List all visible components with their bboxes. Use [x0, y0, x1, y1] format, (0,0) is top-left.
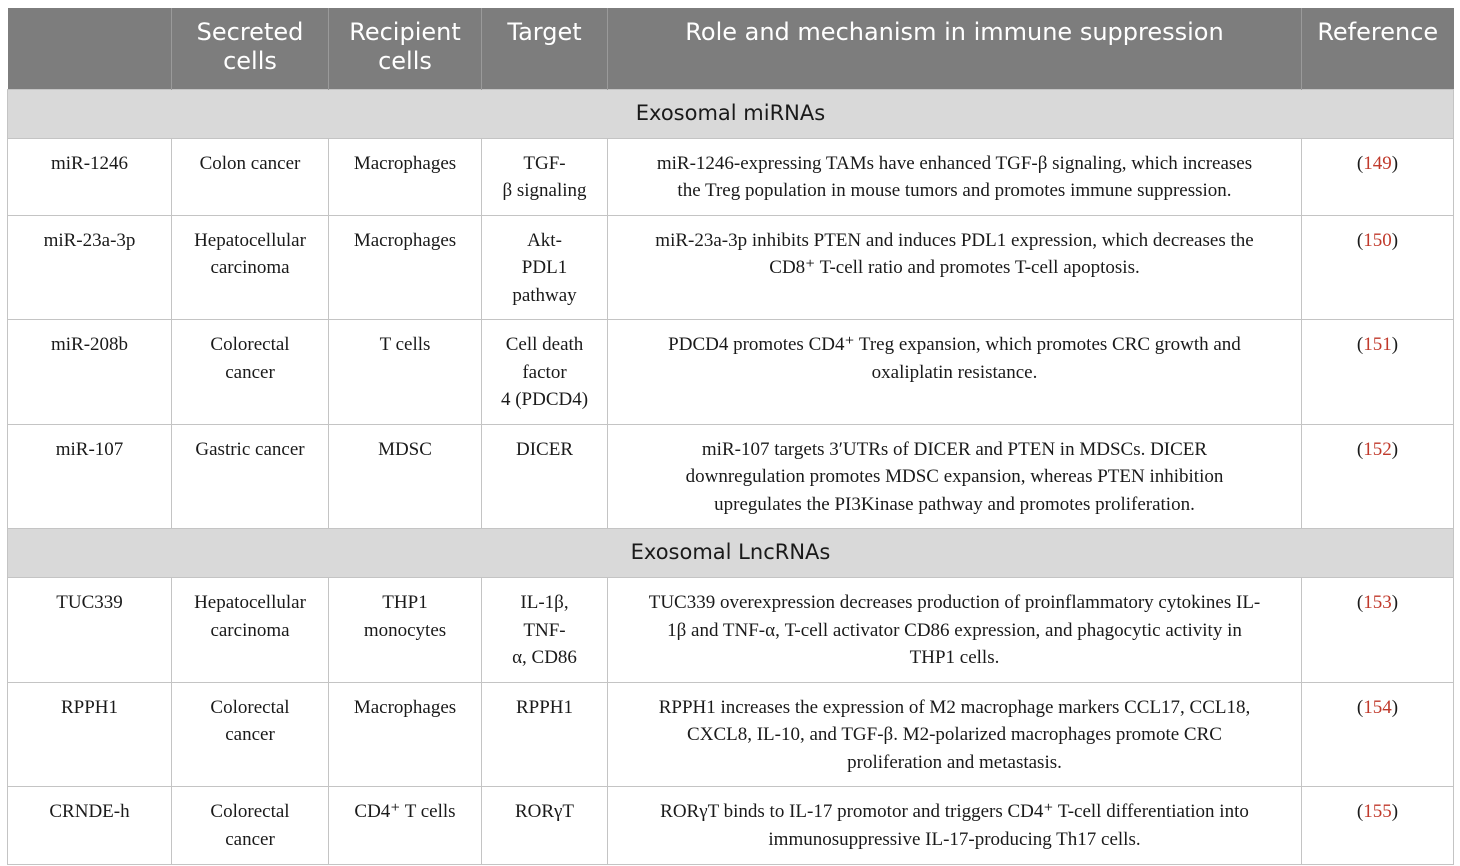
secreted-cells: Colon cancer: [172, 138, 329, 215]
secreted-cells: Hepatocellular carcinoma: [172, 215, 329, 320]
header-target: Target: [482, 8, 608, 89]
section-title: Exosomal LncRNAs: [8, 529, 1454, 578]
recipient-cells: THP1 monocytes: [329, 578, 482, 683]
target: Akt- PDL1 pathway: [482, 215, 608, 320]
reference-link[interactable]: 154: [1363, 696, 1392, 718]
recipient-cells: Macrophages: [329, 682, 482, 787]
section-title: Exosomal miRNAs: [8, 89, 1454, 138]
secreted-cells: Colorectal cancer: [172, 787, 329, 865]
target: DICER: [482, 424, 608, 529]
header-reference: Reference: [1302, 8, 1454, 89]
table-row: [8, 578, 1454, 683]
header-recipient-cells: Recipient cells: [329, 8, 482, 89]
reference-cell: (153): [1302, 578, 1454, 683]
reference-link[interactable]: 149: [1363, 152, 1392, 174]
target: TGF- β signaling: [482, 138, 608, 215]
reference-cell: (154): [1302, 682, 1454, 787]
role-mechanism: TUC339 overexpression decreases production of proinflammatory cytokines IL- 1β and TNF-α, T-cell activator CD86 expression, and phagocytic activity in THP1 cells.: [608, 578, 1302, 683]
reference-cell: (151): [1302, 320, 1454, 425]
reference-link[interactable]: 152: [1363, 438, 1392, 460]
reference-link[interactable]: 151: [1363, 334, 1392, 355]
exosome-table: [7, 8, 1454, 865]
section-row: [8, 529, 1454, 578]
rna-name: CRNDE-h: [8, 787, 172, 865]
target: Cell death factor 4 (PDCD4): [482, 320, 608, 425]
rna-name: miR-107: [8, 424, 172, 529]
role-mechanism: miR-107 targets 3′UTRs of DICER and PTEN in MDSCs. DICER downregulation promotes MDSC expansion, whereas PTEN inhibition upregulates the PI3Kinase pathway and promotes proliferation.: [608, 424, 1302, 529]
recipient-cells: Macrophages: [329, 215, 482, 320]
table-container: [7, 8, 1453, 865]
reference-cell: (152): [1302, 424, 1454, 529]
rna-name: RPPH1: [8, 682, 172, 787]
role-mechanism: RORγT binds to IL-17 promotor and triggers CD4⁺ T-cell differentiation into immunosuppressive IL-17-producing Th17 cells.: [608, 787, 1302, 865]
secreted-cells: Colorectal cancer: [172, 320, 329, 425]
recipient-cells: Macrophages: [329, 138, 482, 215]
table-row: [8, 424, 1454, 529]
table-row: [8, 682, 1454, 787]
reference-link[interactable]: 153: [1363, 592, 1392, 613]
role-mechanism: PDCD4 promotes CD4⁺ Treg expansion, which promotes CRC growth and oxaliplatin resistance.: [608, 320, 1302, 425]
rna-name: miR-1246: [8, 138, 172, 215]
table-row: [8, 215, 1454, 320]
header-name: [8, 8, 172, 89]
role-mechanism: miR-1246-expressing TAMs have enhanced TGF-β signaling, which increases the Treg population in mouse tumors and promotes immune suppression.: [608, 138, 1302, 215]
role-mechanism: miR-23a-3p inhibits PTEN and induces PDL1 expression, which decreases the CD8⁺ T-cell ratio and promotes T-cell apoptosis.: [608, 215, 1302, 320]
header-secreted-cells: Secreted cells: [172, 8, 329, 89]
secreted-cells: Hepatocellular carcinoma: [172, 578, 329, 683]
rna-name: miR-23a-3p: [8, 215, 172, 320]
reference-link[interactable]: 150: [1363, 229, 1392, 251]
recipient-cells: T cells: [329, 320, 482, 425]
section-row: [8, 89, 1454, 138]
target: RPPH1: [482, 682, 608, 787]
target: RORγT: [482, 787, 608, 865]
secreted-cells: Colorectal cancer: [172, 682, 329, 787]
reference-cell: (155): [1302, 787, 1454, 865]
table-row: [8, 138, 1454, 215]
header-role: Role and mechanism in immune suppression: [608, 8, 1302, 89]
role-mechanism: RPPH1 increases the expression of M2 macrophage markers CCL17, CCL18, CXCL8, IL-10, and TGF-β. M2-polarized macrophages promote CRC proliferation and metastasis.: [608, 682, 1302, 787]
recipient-cells: CD4⁺ T cells: [329, 787, 482, 865]
rna-name: miR-208b: [8, 320, 172, 425]
reference-cell: (149): [1302, 138, 1454, 215]
recipient-cells: MDSC: [329, 424, 482, 529]
reference-cell: (150): [1302, 215, 1454, 320]
table-row: [8, 320, 1454, 425]
secreted-cells: Gastric cancer: [172, 424, 329, 529]
header-row: [8, 8, 1454, 89]
table-row: [8, 787, 1454, 865]
target: IL-1β, TNF- α, CD86: [482, 578, 608, 683]
reference-link[interactable]: 155: [1363, 801, 1392, 822]
rna-name: TUC339: [8, 578, 172, 683]
